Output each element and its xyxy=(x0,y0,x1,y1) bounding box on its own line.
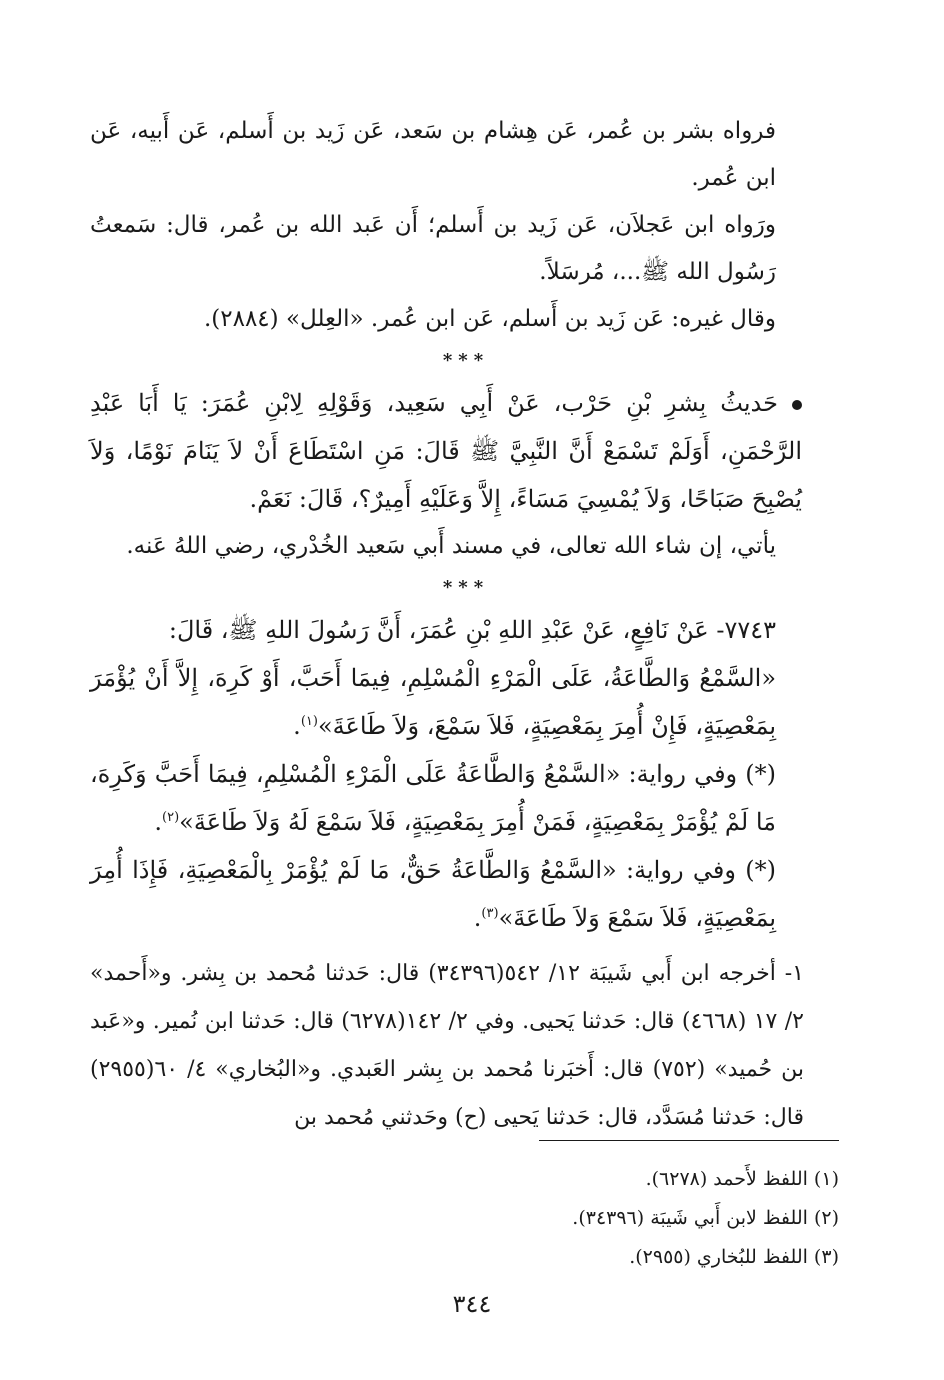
page-body xyxy=(90,108,842,1164)
bullet-icon xyxy=(792,400,802,410)
bishr-ibn-harb-text: حَديثُ بِشرِ بْنِ حَرْب، عَنْ أَبِي سَعِيد، وَقَوْلِهِ لِابْنِ عُمَرَ: يَا أَبَا عَبْدِ الرَّحْمَنِ، أَوَلَمْ تَسْمَعْ أَنَّ النَّبِيَّ ﷺ قَالَ: مَنِ اسْتَطَاعَ أَنْ لاَ يَنَامَ نَوْمًا، وَلاَ يُصْبِحَ صَبَاحًا، وَلاَ يُمْسِيَ مَسَاءً، إِلاَّ وَعَلَيْهِ أَمِيرٌ؟، قَالَ: نَعَمْ. xyxy=(90,389,802,513)
paragraph-other-chain: وقال غيره: عَن زَيد بن أَسلم، عَن ابن عُمر. «العِلل» (٢٨٨٤). xyxy=(203,306,776,332)
footnote-ref-1: (١) xyxy=(300,714,318,729)
paragraph-cross-reference: يأتي، إن شاء الله تعالى، في مسند أَبي سَعيد الخُدْري، رضي اللهُ عَنه. xyxy=(126,533,776,559)
hadith-main-quote: «السَّمْعُ وَالطَّاعَةُ، عَلَى الْمَرْءِ الْمُسْلِمِ، فِيمَا أَحَبَّ، أَوْ كَرِهَ، إِلاَّ أَنْ يُؤْمَرَ بِمَعْصِيَةٍ، فَإِنْ أُمِرَ بِمَعْصِيَةٍ، فَلاَ سَمْعَ، وَلاَ طَاعَةَ» xyxy=(90,664,776,740)
footnote-ref-2: (٢) xyxy=(162,810,180,825)
paragraph-ibn-ajlan-chain: ورَواه ابن عَجلاَن، عَن زَيد بن أَسلم؛ أَن عَبد الله بن عُمر، قال: سَمعتُ رَسُول الله ﷺ...، مُرسَلاً. xyxy=(90,212,776,285)
footnote-separator xyxy=(539,1140,839,1141)
footnote-ref-3: (٣) xyxy=(481,906,499,921)
footnote-3: (٣) اللفظ للبُخاري (٢٩٥٥). xyxy=(629,1246,839,1268)
hadith-variant-2: (*) وفي رواية: «السَّمْعُ وَالطَّاعَةُ حَقٌّ، مَا لَمْ يُؤْمَرْ بِالْمَعْصِيَةِ، فَإِذَا أُمِرَ بِمَعْصِيَةٍ، فَلاَ سَمْعَ وَلاَ طَاعَةَ»$^{(٣)}$. xyxy=(90,856,776,932)
hadith-main-text: «السَّمْعُ وَالطَّاعَةُ، عَلَى الْمَرْءِ الْمُسْلِمِ، فِيمَا أَحَبَّ، أَوْ كَرِهَ، إِلاَّ أَنْ يُؤْمَرَ بِمَعْصِيَةٍ، فَإِنْ أُمِرَ بِمَعْصِيَةٍ، فَلاَ سَمْعَ، وَلاَ طَاعَةَ»$^{(١)}$. xyxy=(90,664,776,740)
footnote-1: (١) اللفظ لأَحمد (٦٢٧٨). xyxy=(645,1168,839,1190)
paragraph-bishr-chain: فرواه بشر بن عُمر، عَن هِشام بن سَعد، عَن زَيد بن أَسلم، عَن أَبيه، عَن ابن عُمر. xyxy=(90,118,776,191)
sources-paragraph: ١- أخرجه ابن أَبي شَيبَة ١٢/ ٥٤٢(٣٤٣٩٦) قال: حَدثنا مُحمد بن بِشر. و«أَحمد» ٢/ ١٧ (٤٦٦٨) قال: حَدثنا يَحيى. وفي ٢/ ١٤٢(٦٢٧٨) قال: حَدثنا ابن نُمير. و«عَبد بن حُميد» (٧٥٢) قال: أَخبَرنا مُحمد بن بِشر العَبدي. و«البُخاري» ٤/ ٦٠(٢٩٥٥) قال: حَدثنا مُسَدَّد، قال: حَدثنا يَحيى (ح) وحَدثني مُحمد بن xyxy=(90,961,805,1130)
hadith-variant-1: (*) وفي رواية: «السَّمْعُ وَالطَّاعَةُ عَلَى الْمَرْءِ الْمُسْلِمِ، فِيمَا أَحَبَّ وَكَرِهَ، مَا لَمْ يُؤْمَرْ بِمَعْصِيَةٍ، فَمَنْ أُمِرَ بِمَعْصِيَةٍ، فَلاَ سَمْعَ لَهُ وَلاَ طَاعَةَ»$^{(٢)}$. xyxy=(90,760,776,836)
footnotes xyxy=(239,1160,839,1277)
footnote-2: (٢) اللفظ لابن أَبي شَيبَة (٣٤٣٩٦). xyxy=(572,1207,839,1229)
section-divider: *** xyxy=(442,577,490,598)
page-number: ٣٤٤ xyxy=(452,1290,492,1318)
section-divider: *** xyxy=(442,350,490,371)
hadith-number-heading: ٧٧٤٣- عَنْ نَافِعٍ، عَنْ عَبْدِ اللهِ بْنِ عُمَرَ، أَنَّ رَسُولَ اللهِ ﷺ، قَالَ: xyxy=(168,616,776,644)
hadith-variant-1-text: (*) وفي رواية: «السَّمْعُ وَالطَّاعَةُ عَلَى الْمَرْءِ الْمُسْلِمِ، فِيمَا أَحَبَّ وَكَرِهَ، مَا لَمْ يُؤْمَرْ بِمَعْصِيَةٍ، فَمَنْ أُمِرَ بِمَعْصِيَةٍ، فَلاَ سَمْعَ لَهُ وَلاَ طَاعَةَ» xyxy=(90,760,776,836)
paragraph-bishr-ibn-harb xyxy=(90,379,842,523)
hadith-variant-2-text: (*) وفي رواية: «السَّمْعُ وَالطَّاعَةُ حَقٌّ، مَا لَمْ يُؤْمَرْ بِالْمَعْصِيَةِ، فَإِذَا أُمِرَ بِمَعْصِيَةٍ، فَلاَ سَمْعَ وَلاَ طَاعَةَ» xyxy=(90,856,776,932)
